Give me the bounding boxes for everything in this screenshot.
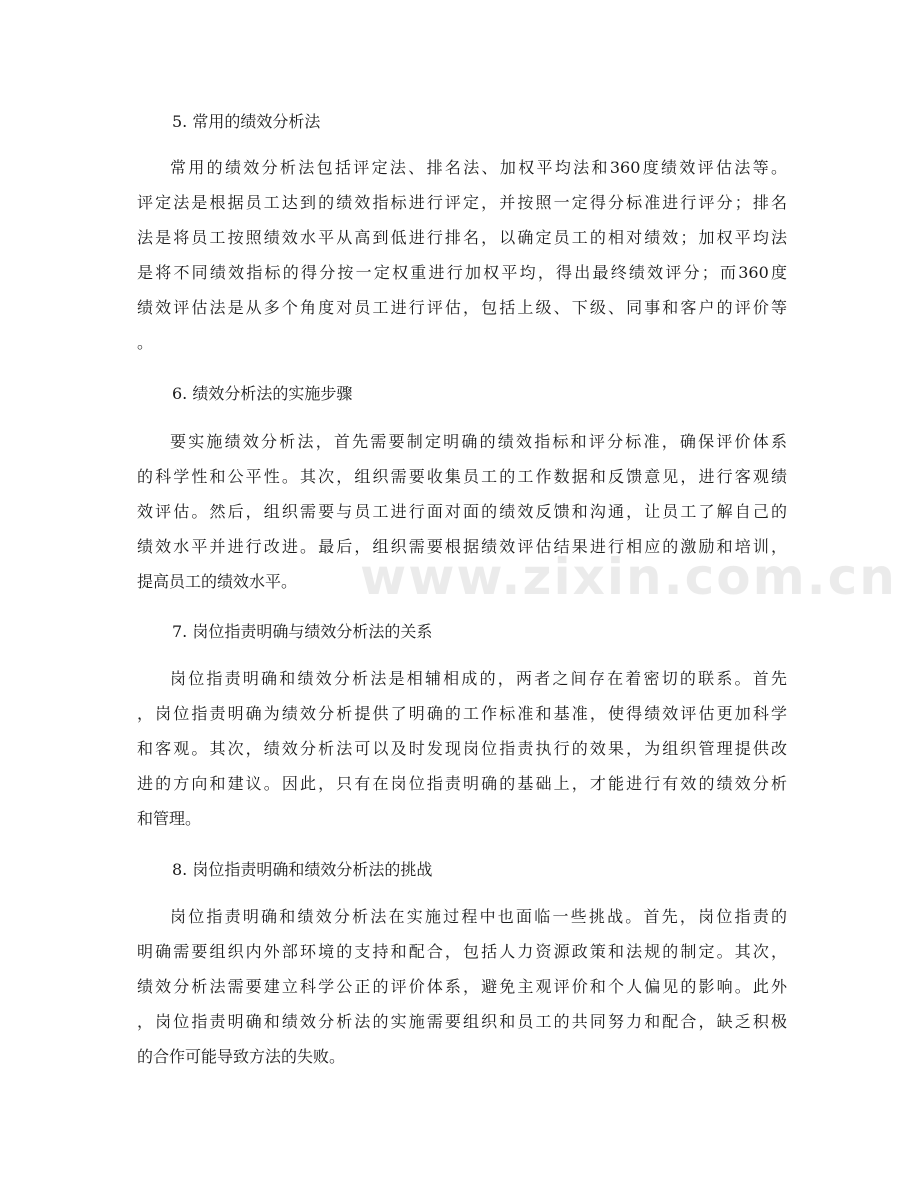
paragraph-line: 。 [137, 333, 154, 352]
section-heading: 6. 绩效分析法的实施步骤 [172, 384, 353, 403]
paragraph-line: 和客观。其次，绩效分析法可以及时发现岗位指责执行的效果，为组织管理提供改 [137, 739, 787, 758]
paragraph-line: 提高员工的绩效水平。 [137, 572, 298, 591]
paragraph-line: 的科学性和公平性。其次，组织需要收集员工的工作数据和反馈意见，进行客观绩 [137, 467, 787, 486]
section-heading: 8. 岗位指责明确和绩效分析法的挑战 [172, 860, 433, 879]
paragraph-line: 效评估。然后，组织需要与员工进行面对面的绩效反馈和沟通，让员工了解自己的 [137, 502, 787, 521]
paragraph-line: 要实施绩效分析法，首先需要制定明确的绩效指标和评分标准，确保评价体系 [170, 432, 787, 451]
paragraph-line: ，岗位指责明确为绩效分析提供了明确的工作标准和基准，使得绩效评估更加科学 [137, 704, 787, 723]
paragraph-line: 是将不同绩效指标的得分按一定权重进行加权平均，得出最终绩效评分；而360度 [137, 263, 787, 282]
paragraph-line: 和管理。 [137, 809, 202, 828]
paragraph-line: ，岗位指责明确和绩效分析法的实施需要组织和员工的共同努力和配合，缺乏积极 [137, 1012, 787, 1031]
paragraph-line: 岗位指责明确和绩效分析法在实施过程中也面临一些挑战。首先，岗位指责的 [170, 907, 787, 926]
paragraph-line: 岗位指责明确和绩效分析法是相辅相成的，两者之间存在着密切的联系。首先 [170, 669, 787, 688]
paragraph-line: 绩效水平并进行改进。最后，组织需要根据绩效评估结果进行相应的激励和培训， [137, 537, 787, 556]
paragraph-line: 绩效分析法需要建立科学公正的评价体系，避免主观评价和个人偏见的影响。此外 [137, 977, 787, 996]
paragraph-line: 的合作可能导致方法的失败。 [137, 1047, 346, 1066]
paragraph-line: 评定法是根据员工达到的绩效指标进行评定，并按照一定得分标准进行评分；排名 [137, 193, 787, 212]
paragraph-line: 法是将员工按照绩效水平从高到低进行排名，以确定员工的相对绩效；加权平均法 [137, 228, 787, 247]
paragraph-line: 常用的绩效分析法包括评定法、排名法、加权平均法和360度绩效评估法等。 [170, 158, 787, 177]
section-heading: 7. 岗位指责明确与绩效分析法的关系 [172, 622, 433, 641]
watermark: www.zixin.com.cn [360, 548, 897, 606]
paragraph-line: 绩效评估法是从多个角度对员工进行评估，包括上级、下级、同事和客户的评价等 [137, 298, 787, 317]
paragraph-line: 明确需要组织内外部环境的支持和配合，包括人力资源政策和法规的制定。其次， [137, 942, 787, 961]
paragraph-line: 进的方向和建议。因此，只有在岗位指责明确的基础上，才能进行有效的绩效分析 [137, 774, 787, 793]
section-heading: 5. 常用的绩效分析法 [172, 112, 321, 131]
